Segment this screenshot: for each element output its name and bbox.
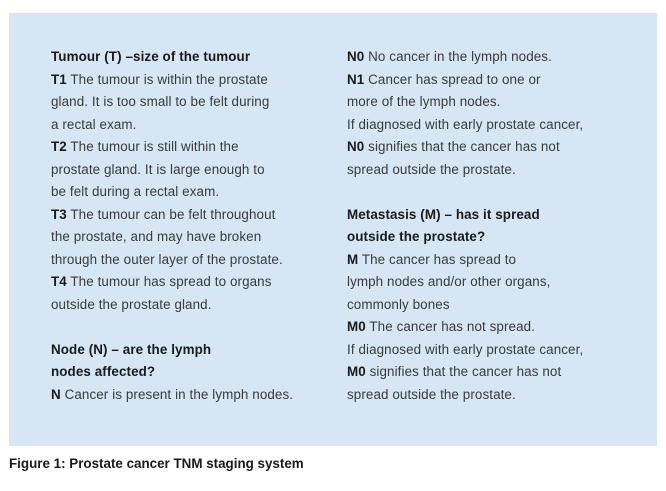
t1-code: T1 <box>51 71 67 87</box>
node-heading-1: Node (N) – are the lymph <box>51 341 212 357</box>
n1-code: N1 <box>347 71 365 87</box>
n-early-line-2 <box>347 136 647 159</box>
tnm-info-panel <box>9 13 657 446</box>
m-early-code: M0 <box>347 364 366 379</box>
m0-code: M0 <box>347 319 366 334</box>
n-early-line-1: If diagnosed with early prostate cancer, <box>347 116 584 132</box>
n0-entry <box>347 46 647 69</box>
t2-text-3: be felt during a rectal exam. <box>51 184 220 199</box>
m0-entry <box>347 316 647 339</box>
t2-entry <box>51 136 336 159</box>
n0-code: N0 <box>347 49 365 64</box>
m-text-1: The cancer has spread to <box>358 251 517 267</box>
m0-text: The cancer has not spread. <box>365 319 536 334</box>
t3-entry <box>51 204 336 227</box>
t3-text-2: the prostate, and may have broken <box>51 229 262 244</box>
m-text-2: lymph nodes and/or other organs, <box>347 274 551 289</box>
t3-text-1: The tumour can be felt throughout <box>66 206 276 222</box>
spacer <box>51 316 336 339</box>
node-heading-2: nodes affected? <box>51 364 156 379</box>
t2-text-2: prostate gland. It is large enough to <box>51 161 265 177</box>
t4-text-1: The tumour has spread to organs <box>66 274 272 289</box>
metastasis-heading-1: Metastasis (M) – has it spread <box>347 206 540 222</box>
m-text-3: commonly bones <box>347 296 450 312</box>
n0-text: No cancer in the lymph nodes. <box>364 49 552 64</box>
t1-text-2: gland. It is too small to be felt during <box>51 94 270 109</box>
m-early-line-1: If diagnosed with early prostate cancer, <box>347 341 584 357</box>
m-code: M <box>347 251 359 267</box>
t3-text-3: through the outer layer of the prostate. <box>51 251 283 267</box>
right-column <box>347 46 647 406</box>
t4-entry <box>51 271 336 294</box>
t4-text-2: outside the prostate gland. <box>51 296 212 312</box>
n-early-line-2-rest: signifies that the cancer has not <box>364 139 560 154</box>
spacer <box>347 181 647 204</box>
tumour-heading: Tumour (T) –size of the tumour <box>51 49 251 64</box>
t2-code: T2 <box>51 139 67 154</box>
n1-text-1: Cancer has spread to one or <box>364 71 541 87</box>
n-early-line-3: spread outside the prostate. <box>347 161 516 177</box>
t3-code: T3 <box>51 206 67 222</box>
t1-text-3: a rectal exam. <box>51 116 137 132</box>
t2-text-1: The tumour is still within the <box>66 139 239 154</box>
n-entry <box>51 384 336 407</box>
left-column <box>51 46 336 406</box>
m-early-line-2-rest: signifies that the cancer has not <box>365 364 562 379</box>
n1-entry <box>347 69 647 92</box>
m-early-line-2 <box>347 361 647 384</box>
n-text: Cancer is present in the lymph nodes. <box>60 386 294 402</box>
m-entry <box>347 249 647 272</box>
n-code: N <box>51 386 61 402</box>
t4-code: T4 <box>51 274 67 289</box>
t1-text-1: The tumour is within the prostate <box>66 71 268 87</box>
n1-text-2: more of the lymph nodes. <box>347 94 501 109</box>
t1-entry <box>51 69 336 92</box>
figure-caption: Figure 1: Prostate cancer TNM staging system <box>9 456 304 471</box>
n-early-code: N0 <box>347 139 365 154</box>
m-early-line-3: spread outside the prostate. <box>347 386 516 402</box>
metastasis-heading-2: outside the prostate? <box>347 229 486 244</box>
